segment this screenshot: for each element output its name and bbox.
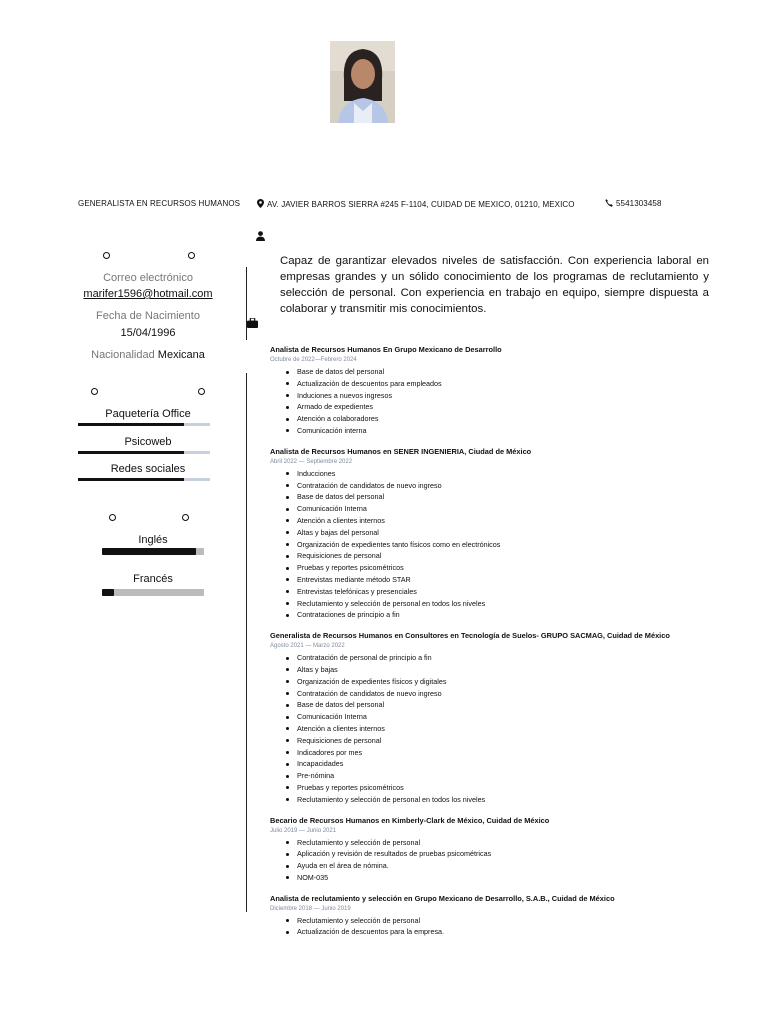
- job-entry: [270, 446, 750, 621]
- language-label: Inglés: [138, 534, 168, 546]
- birth-date-label: Fecha de Nacimiento: [96, 310, 200, 322]
- duty-item: Comunicación interna: [270, 425, 750, 437]
- duty-item: Altas y bajas del personal: [270, 527, 750, 539]
- duty-item: Atención a colaboradores: [270, 413, 750, 425]
- location-pin-icon: [257, 199, 264, 208]
- experience-section: [270, 344, 750, 947]
- header-contact-line: [78, 199, 698, 211]
- duty-item: Contrataciones de principio a fin: [270, 609, 750, 621]
- duty-item: Base de datos del personal: [270, 491, 750, 503]
- duty-item: Aplicación y revisión de resultados de pruebas psicométricas: [270, 848, 750, 860]
- duty-item: Incapacidades: [270, 758, 750, 770]
- job-entry: [270, 815, 750, 884]
- duty-item: Base de datos del personal: [270, 699, 750, 711]
- job-dates: Diciembre 2018 — Junio 2019: [270, 905, 351, 912]
- job-dates: Abril 2022 — Septiembre 2022: [270, 458, 353, 465]
- duty-item: Actualización de descuentos para la empresa.: [270, 926, 750, 938]
- skill-bar: [78, 451, 210, 454]
- duty-item: Entrevistas mediante método STAR: [270, 574, 750, 586]
- skill-bar-fill: [78, 451, 184, 454]
- job-entry: [270, 344, 750, 437]
- language-label: Francés: [133, 573, 173, 585]
- duty-item: Reclutamiento y selección de personal: [270, 915, 750, 927]
- duty-item: Comunicación Interna: [270, 503, 750, 515]
- person-icon: [256, 231, 265, 241]
- skill-bar: [78, 478, 210, 481]
- duty-item: Induciones a nuevos ingresos: [270, 390, 750, 402]
- duty-item: Requisiciones de personal: [270, 550, 750, 562]
- nationality: [78, 349, 218, 361]
- duty-item: Inducciones: [270, 468, 750, 480]
- skill-bar-fill: [78, 423, 184, 426]
- job-title: Analista de Recursos Humanos en SENER INGENIERIA, Ciudad de México: [270, 446, 532, 456]
- briefcase-icon: [247, 318, 258, 328]
- decorative-circle: [91, 388, 98, 395]
- section-divider-line: [246, 267, 247, 340]
- job-duties-list: [270, 915, 750, 939]
- decorative-circle: [198, 388, 205, 395]
- job-dates: Julio 2019 — Junio 2021: [270, 827, 337, 834]
- duty-item: Pre-nómina: [270, 770, 750, 782]
- job-dates: Octubre de 2022—Febrero 2024: [270, 357, 357, 363]
- language-bar-fill: [102, 589, 114, 596]
- duty-item: Reclutamiento y selección de personal en todos los niveles: [270, 794, 750, 806]
- skill-label: Redes sociales: [110, 463, 186, 475]
- job-duties-list: [270, 652, 750, 805]
- profile-summary: Capaz de garantizar elevados niveles de satisfacción. Con experiencia laboral en empresas grandes y un sólido conocimiento de los programas de reclutamiento y selección de personal. Con experiencia en trabajo en equipo, siempre dispuesta a colaborar y transmitir mis conocimientos.: [280, 255, 709, 315]
- phone: [605, 199, 662, 208]
- birth-date-value: 15/04/1996: [120, 327, 176, 339]
- duty-item: Pruebas y reportes psicométricos: [270, 782, 750, 794]
- email-label: Correo electrónico: [103, 272, 193, 284]
- duty-item: Contratación de candidatos de nuevo ingreso: [270, 480, 750, 492]
- duty-item: Indicadores por mes: [270, 747, 750, 759]
- duty-item: Organización de expedientes físicos y digitales: [270, 676, 750, 688]
- section-divider-line: [246, 373, 247, 912]
- skill-label: Paquetería Office: [105, 408, 191, 420]
- duty-item: Contratación de personal de principio a fin: [270, 652, 750, 664]
- duty-item: Reclutamiento y selección de personal: [270, 837, 750, 849]
- duty-item: Ayuda en el área de nómina.: [270, 860, 750, 872]
- nationality-label: Nacionalidad: [91, 349, 155, 361]
- duty-item: Entrevistas telefónicas y presenciales: [270, 586, 750, 598]
- address-text: AV. JAVIER BARROS SIERRA #245 F-1104, CUIDAD DE MEXICO, 01210, MEXICO: [267, 200, 575, 209]
- duty-item: Requisiciones de personal: [270, 735, 750, 747]
- duty-item: Atención a clientes internos: [270, 515, 750, 527]
- decorative-circle: [188, 252, 195, 259]
- address: [257, 199, 575, 209]
- duty-item: Actualización de descuentos para empleados: [270, 378, 750, 390]
- job-dates: Agosto 2021 — Marzo 2022: [270, 643, 345, 650]
- decorative-circle: [109, 514, 116, 521]
- skill-label: Psicoweb: [124, 436, 172, 448]
- phone-text: 5541303458: [616, 199, 662, 208]
- job-title: Becario de Recursos Humanos en Kimberly-Clark de México, Cuidad de México: [270, 815, 550, 825]
- job-duties-list: [270, 468, 750, 621]
- duty-item: Armado de expedientes: [270, 401, 750, 413]
- job-title: Analista de Recursos Humanos En Grupo Mexicano de Desarrollo: [270, 345, 502, 354]
- duty-item: Contratación de candidatos de nuevo ingreso: [270, 688, 750, 700]
- decorative-circle: [182, 514, 189, 521]
- duty-item: Pruebas y reportes psicométricos: [270, 562, 750, 574]
- duty-item: Organización de expedientes tanto físicos como en electrónicos: [270, 539, 750, 551]
- decorative-circle: [103, 252, 110, 259]
- duty-item: Base de datos del personal: [270, 366, 750, 378]
- phone-icon: [605, 199, 613, 207]
- job-title: Analista de reclutamiento y selección en Grupo Mexicano de Desarrollo, S.A.B., Cuidad de México: [270, 893, 615, 903]
- duty-item: NOM-035: [270, 872, 750, 884]
- job-duties-list: [270, 366, 750, 437]
- duty-item: Comunicación Interna: [270, 711, 750, 723]
- duty-item: Atención a clientes internos: [270, 723, 750, 735]
- skill-bar: [78, 423, 210, 426]
- duty-item: Altas y bajas: [270, 664, 750, 676]
- job-title: Generalista de Recursos Humanos en Consultores en Tecnología de Suelos- GRUPO SACMAG, Cuidad de México: [270, 631, 670, 641]
- nationality-value: Mexicana: [157, 349, 205, 361]
- job-entry: [270, 630, 750, 805]
- profile-photo: [330, 41, 395, 123]
- job-entry: [270, 893, 750, 939]
- job-title-header: GENERALISTA EN RECURSOS HUMANOS: [78, 199, 241, 208]
- language-bar: [102, 548, 204, 555]
- duty-item: Reclutamiento y selección de personal en todos los niveles: [270, 598, 750, 610]
- job-duties-list: [270, 837, 750, 884]
- skill-bar-fill: [78, 478, 184, 481]
- language-bar: [102, 589, 204, 596]
- email-link[interactable]: marifer1596@hotmail.com: [83, 288, 213, 300]
- language-bar-fill: [102, 548, 196, 555]
